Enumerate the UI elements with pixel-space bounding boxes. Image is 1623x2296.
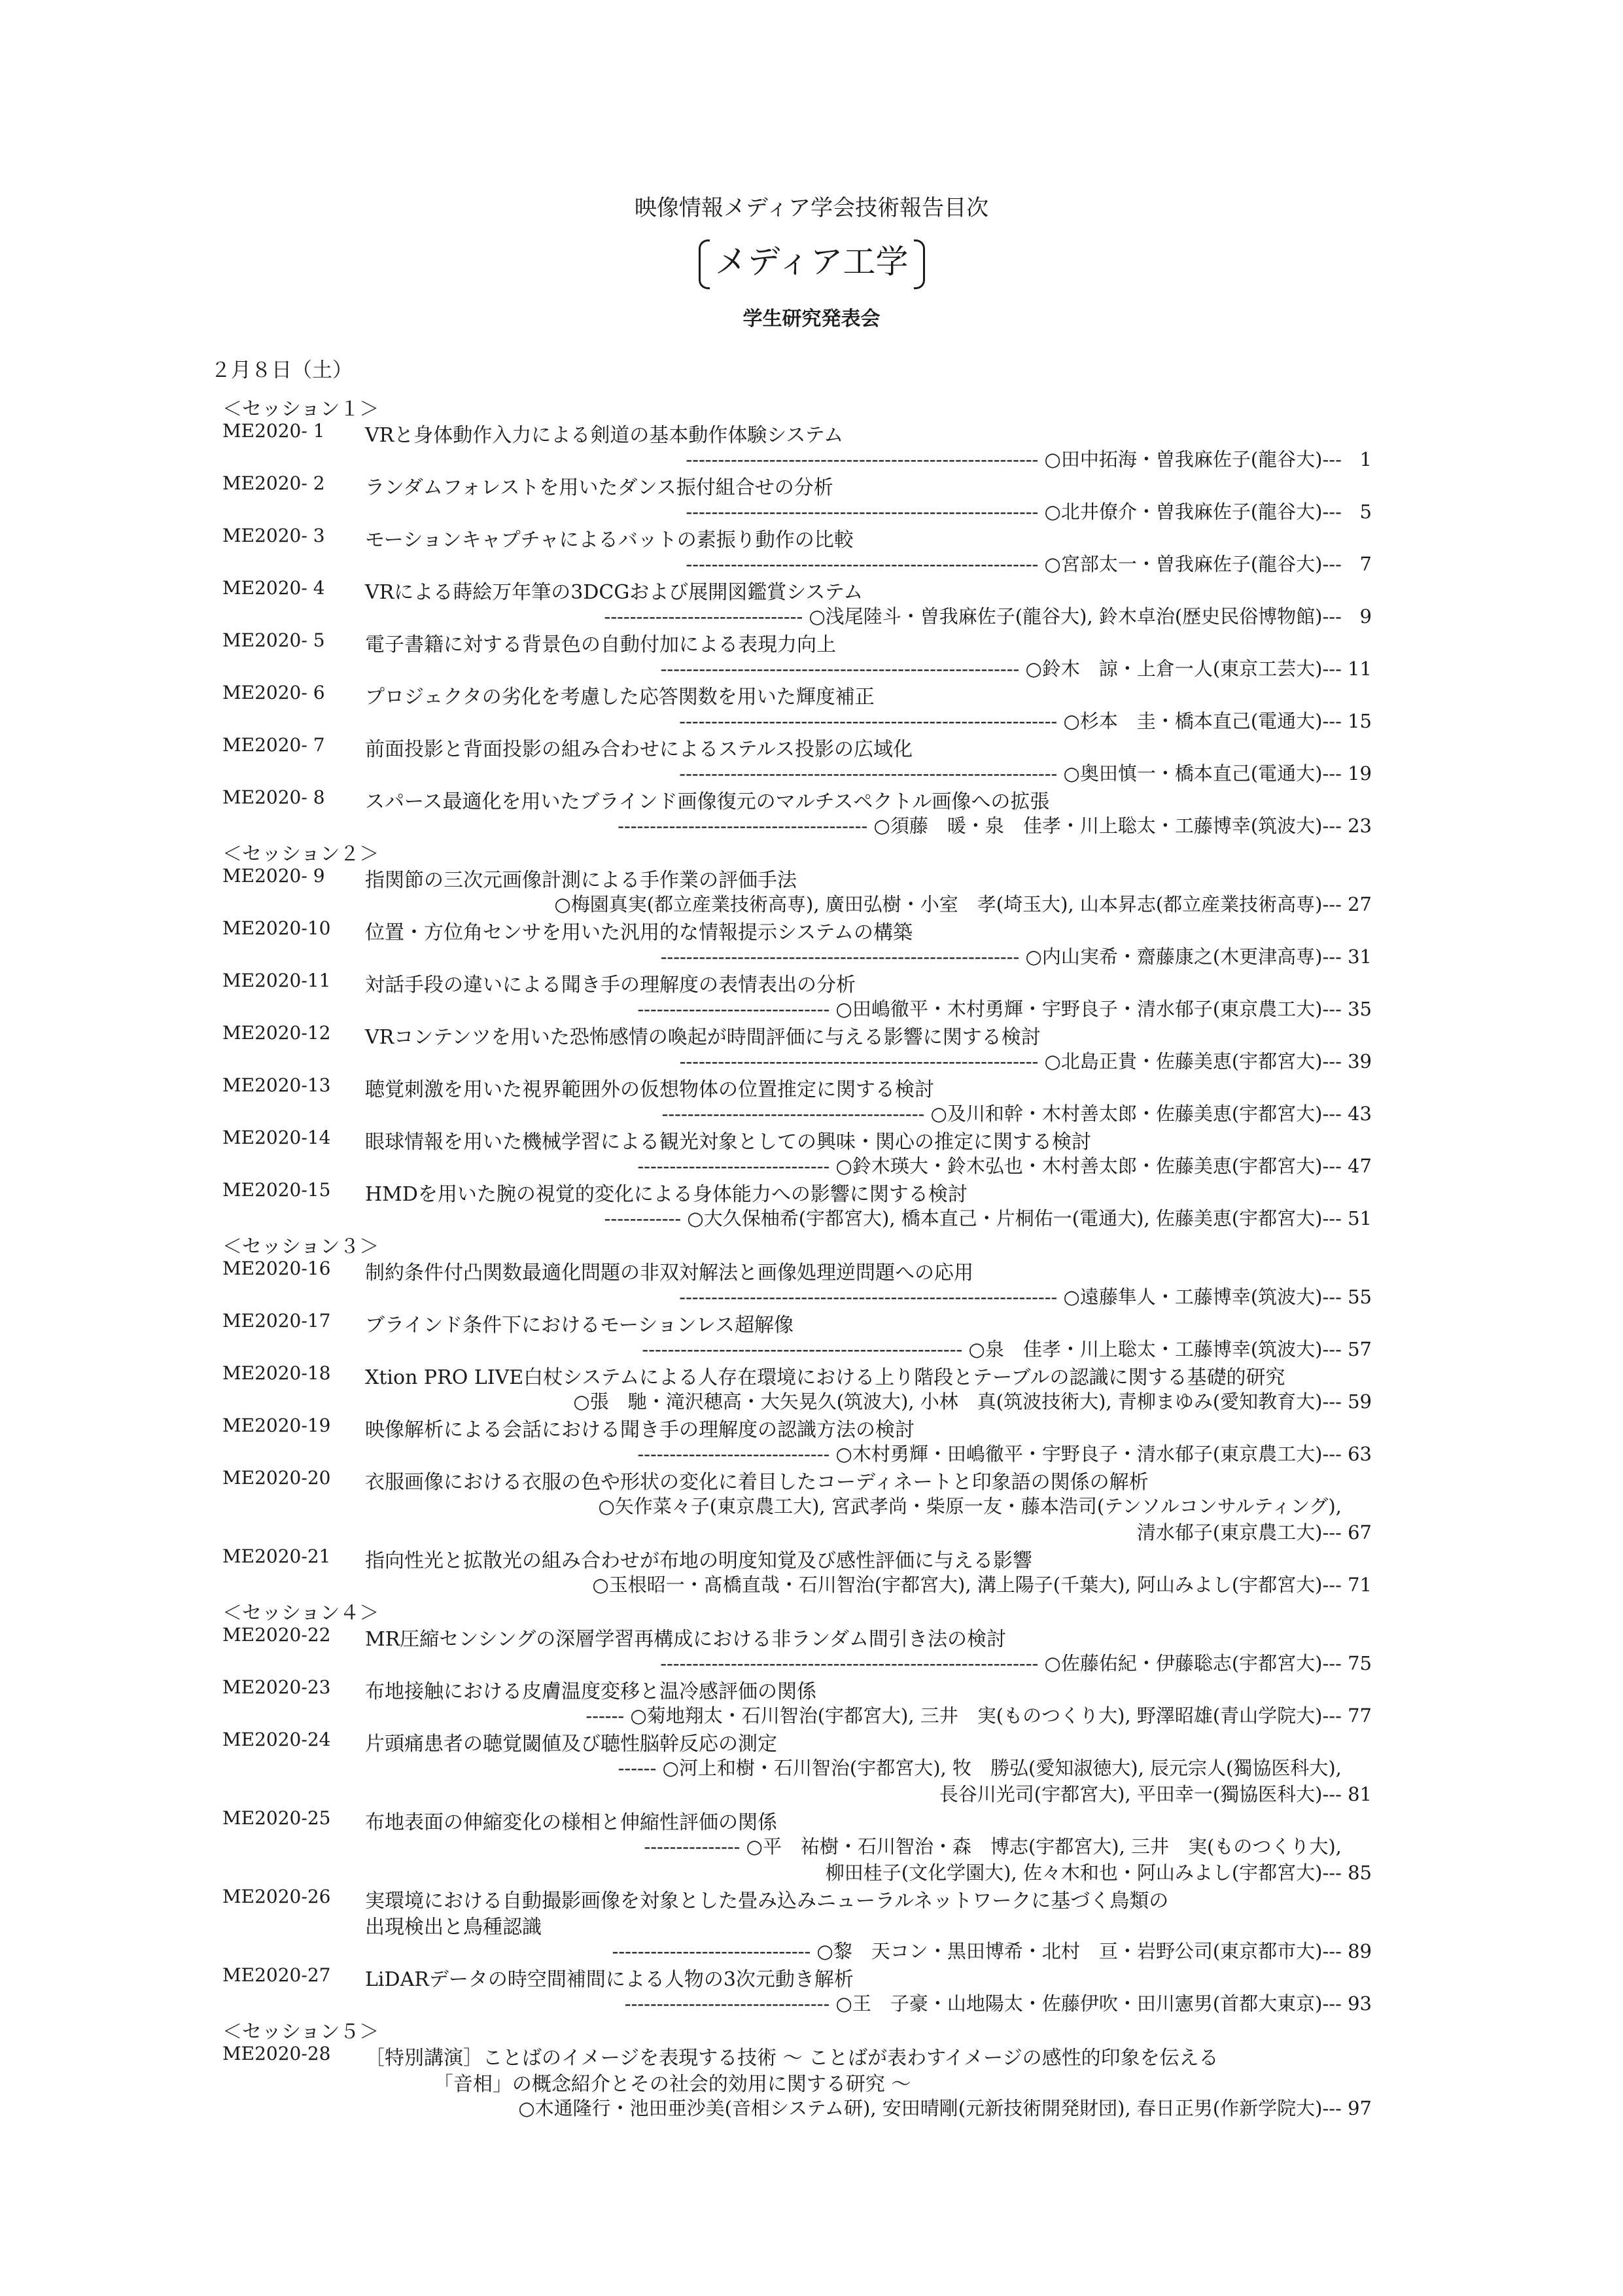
paper-code: ME2020-15	[222, 1179, 331, 1201]
paper-code: ME2020- 2	[222, 472, 325, 494]
paper-title: 映像解析による会話における聞き手の理解度の認識方法の検討	[365, 1419, 915, 1441]
paper-code: ME2020- 8	[222, 786, 325, 808]
paper-title: ランダムフォレストを用いたダンス振付組合せの分析	[365, 476, 833, 499]
authors-page-line: ------------------------------------------------------- ○宮部太一・曽我麻佐子(龍谷大)--- 7	[686, 553, 1372, 575]
paper-title: 布地接触における皮膚温度変移と温冷感評価の関係	[365, 1680, 816, 1703]
section-subtitle	[0, 236, 1623, 289]
authors-page-line: -------------------------------------------------------- ○鈴木 諒・上倉一人(東京工芸大)--- 11	[660, 658, 1372, 680]
authors-page-line: ------------------------------- ○浅尾陸斗・曽我麻佐子(龍谷大), 鈴木卓治(歴史民俗博物館)--- 9	[604, 605, 1372, 627]
paper-title: LiDARデータの時空間補間による人物の3次元動き解析	[365, 1968, 854, 1991]
paper-code: ME2020-28	[222, 2043, 331, 2064]
authors-page-line: ○梅園真実(都立産業技術高専), 廣田弘樹・小室 孝(埼玉大), 山本昇志(都立産業技術高専)--- 27	[554, 893, 1372, 915]
paper-code: ME2020- 5	[222, 629, 325, 651]
paper-title: 電子書籍に対する背景色の自動付加による表現力向上	[365, 633, 836, 656]
authors-page-line: ------------------------------ ○鈴木瑛大・鈴木弘也・木村善太郎・佐藤美恵(宇都宮大)--- 47	[637, 1155, 1372, 1177]
paper-code: ME2020-11	[222, 970, 331, 991]
paper-code: ME2020-26	[222, 1886, 331, 1907]
authors-page-line: ------ ○菊地翔太・石川智治(宇都宮大), 三井 実(ものつくり大), 野澤昭雄(青山学院大)--- 77	[585, 1704, 1372, 1727]
paper-title: VRコンテンツを用いた恐怖感情の喚起が時間評価に与える影響に関する検討	[365, 1026, 1041, 1049]
right-bracket	[914, 239, 925, 289]
authors-page-line: -------------------------------------------------------- ○内山実希・齋藤康之(木更津高専)--- 31	[660, 945, 1372, 968]
authors-page-line: -------------------------------------------------------- ○北島正貴・佐藤美恵(宇都宮大)--- 39	[679, 1050, 1372, 1072]
authors-page-line: 柳田桂子(文化学園大), 佐々木和也・阿山みよし(宇都宮大)--- 85	[825, 1862, 1372, 1884]
authors-page-line: ------------------------------------------------------- ○北井僚介・曽我麻佐子(龍谷大)--- 5	[686, 501, 1372, 523]
paper-code: ME2020-23	[222, 1676, 331, 1698]
paper-title: VRと身体動作入力による剣道の基本動作体験システム	[365, 424, 844, 447]
paper-title: VRによる蒔絵万年筆の3DCGおよび展開図鑑賞システム	[365, 581, 864, 604]
authors-page-line: ------------------------------ ○木村勇輝・田嶋徹平・宇野良子・清水郁子(東京農工大)--- 63	[637, 1443, 1372, 1465]
paper-title: 「音相」の概念紹介とその社会的効用に関する研究 ～	[365, 2073, 911, 2096]
session-heading: ＜セッション５＞	[222, 2021, 379, 2043]
paper-title: スパース最適化を用いたブラインド画像復元のマルチスペクトル画像への拡張	[365, 790, 1050, 813]
subtitle-text: メディア工学	[714, 243, 909, 281]
left-bracket	[699, 239, 710, 289]
authors-page-line: ○矢作菜々子(東京農工大), 宮武孝尚・柴原一友・藤本浩司(テンソルコンサルティング),	[598, 1495, 1372, 1517]
authors-page-line: -------------------------------- ○王 子豪・山地陽太・佐藤伊吹・田川憲男(首都大東京)--- 93	[624, 1992, 1372, 2015]
paper-code: ME2020- 9	[222, 865, 325, 887]
session-heading: ＜セッション２＞	[222, 843, 379, 866]
report-title: 映像情報メディア学会技術報告目次	[634, 195, 989, 221]
authors-page-line: ----------------------------------------------------------- ○杉本 圭・橋本直己(電通大)--- 15	[679, 710, 1372, 732]
paper-title: 実環境における自動撮影画像を対象とした畳み込みニューラルネットワークに基づく鳥類の	[365, 1890, 1169, 1913]
authors-page-line: ----------------------------------------- ○及川和幹・木村善太郎・佐藤美恵(宇都宮大)--- 43	[661, 1103, 1372, 1125]
session-heading: ＜セッション１＞	[222, 398, 379, 421]
authors-page-line: ○木通隆行・池田亜沙美(音相システム研), 安田晴剛(元新技術開発財団), 春日正男(作新学院大)--- 97	[518, 2097, 1372, 2119]
paper-title: 出現検出と鳥種認識	[365, 1916, 542, 1939]
paper-title: モーションキャプチャによるバットの素振り動作の比較	[365, 529, 854, 552]
paper-code: ME2020-25	[222, 1807, 331, 1829]
paper-code: ME2020-16	[222, 1258, 331, 1279]
authors-page-line: ○玉根昭一・髙橋直哉・石川智治(宇都宮大), 溝上陽子(千葉大), 阿山みよし(宇都宮大)--- 71	[592, 1574, 1372, 1596]
paper-title: Xtion PRO LIVE白杖システムによる人存在環境における上り階段とテーブルの認識に関する基礎的研究	[365, 1366, 1285, 1389]
paper-code: ME2020- 4	[222, 577, 325, 599]
authors-page-line: ------------------------------- ○黎 天コン・黒田博希・北村 亘・岩野公司(東京都市大)--- 89	[612, 1940, 1372, 1962]
paper-code: ME2020-20	[222, 1467, 331, 1489]
authors-page-line: ------------------------------ ○田嶋徹平・木村勇輝・宇野良子・清水郁子(東京農工大)--- 35	[637, 998, 1372, 1020]
paper-title: 対話手段の違いによる聞き手の理解度の表情表出の分析	[365, 974, 856, 997]
paper-title: 指向性光と拡散光の組み合わせが布地の明度知覚及び感性評価に与える影響	[365, 1549, 1032, 1572]
paper-title: 聴覚刺激を用いた視界範囲外の仮想物体の位置推定に関する検討	[365, 1078, 934, 1101]
paper-title: ブラインド条件下におけるモーションレス超解像	[365, 1314, 794, 1337]
paper-code: ME2020-13	[222, 1074, 331, 1096]
authors-page-line: 長谷川光司(宇都宮大), 平田幸一(獨協医科大)--- 81	[939, 1783, 1372, 1805]
authors-page-line: ------------------------------------------------------- ○田中拓海・曽我麻佐子(龍谷大)--- 1	[686, 448, 1372, 470]
paper-title: 指関節の三次元画像計測による手作業の評価手法	[365, 869, 797, 892]
paper-code: ME2020-19	[222, 1415, 331, 1436]
paper-code: ME2020-27	[222, 1964, 331, 1986]
paper-title: 衣服画像における衣服の色や形状の変化に着目したコーディネートと印象語の関係の解析	[365, 1471, 1149, 1494]
paper-code: ME2020- 1	[222, 420, 325, 442]
paper-code: ME2020-18	[222, 1362, 331, 1384]
paper-title: 眼球情報を用いた機械学習による観光対象としての興味・関心の推定に関する検討	[365, 1131, 1091, 1154]
paper-title: 片頭痛患者の聴覚閾値及び聴性脳幹反応の測定	[365, 1733, 777, 1756]
authors-page-line: ------ ○河上和樹・石川智治(宇都宮大), 牧 勝弘(愛知淑徳大), 辰元宗人(獨協医科大),	[618, 1757, 1372, 1779]
paper-code: ME2020-24	[222, 1729, 331, 1750]
authors-page-line: -------------------------------------------------- ○泉 佳孝・川上聡太・工藤博幸(筑波大)--- 57	[642, 1338, 1372, 1360]
paper-code: ME2020-10	[222, 917, 331, 939]
paper-code: ME2020-17	[222, 1310, 331, 1332]
paper-title: ［特別講演］ことばのイメージを表現する技術 ～ ことばが表わすイメージの感性的印象を伝える	[365, 2047, 1219, 2070]
paper-title: プロジェクタの劣化を考慮した応答関数を用いた輝度補正	[365, 686, 875, 709]
authors-page-line: --------------------------------------- ○須藤 暖・泉 佳孝・川上聡太・工藤博幸(筑波大)--- 23	[618, 815, 1372, 837]
authors-page-line: --------------- ○平 祐樹・石川智治・森 博志(宇都宮大), 三井 実(ものつくり大),	[644, 1835, 1372, 1858]
authors-page-line: ○張 馳・滝沢穂高・大矢晃久(筑波大), 小林 真(筑波技術大), 青柳まゆみ(愛知教育大)--- 59	[573, 1390, 1372, 1413]
paper-code: ME2020-12	[222, 1022, 331, 1044]
paper-title: 前面投影と背面投影の組み合わせによるステルス投影の広域化	[365, 738, 913, 761]
paper-code: ME2020- 6	[222, 682, 325, 703]
paper-code: ME2020- 7	[222, 734, 325, 756]
event-date: ２月８日（土）	[211, 359, 353, 382]
session-heading: ＜セッション４＞	[222, 1602, 379, 1625]
paper-code: ME2020- 3	[222, 525, 325, 546]
authors-page-line: ----------------------------------------------------------- ○佐藤佑紀・伊藤聡志(宇都宮大)--- 75	[660, 1652, 1372, 1674]
authors-page-line: ----------------------------------------------------------- ○遠藤隼人・工藤博幸(筑波大)--- 55	[679, 1286, 1372, 1308]
event-name: 学生研究発表会	[742, 308, 881, 330]
authors-page-line: 清水郁子(東京農工大)--- 67	[1136, 1521, 1372, 1544]
paper-title: HMDを用いた腕の視覚的変化による身体能力への影響に関する検討	[365, 1183, 968, 1206]
paper-title: 制約条件付凸関数最適化問題の非双対解法と画像処理逆問題への応用	[365, 1262, 973, 1284]
paper-code: ME2020-21	[222, 1545, 331, 1567]
paper-code: ME2020-22	[222, 1624, 331, 1646]
paper-title: 布地表面の伸縮変化の様相と伸縮性評価の関係	[365, 1811, 777, 1834]
authors-page-line: ------------ ○大久保柚希(宇都宮大), 橋本直己・片桐佑一(電通大), 佐藤美恵(宇都宮大)--- 51	[604, 1207, 1372, 1229]
paper-title: 位置・方位角センサを用いた汎用的な情報提示システムの構築	[365, 921, 913, 944]
paper-code: ME2020-14	[222, 1127, 331, 1148]
authors-page-line: ----------------------------------------------------------- ○奥田慎一・橋本直己(電通大)--- 19	[679, 762, 1372, 785]
session-heading: ＜セッション３＞	[222, 1235, 379, 1258]
paper-title: MR圧縮センシングの深層学習再構成における非ランダム間引き法の検討	[365, 1628, 1007, 1651]
